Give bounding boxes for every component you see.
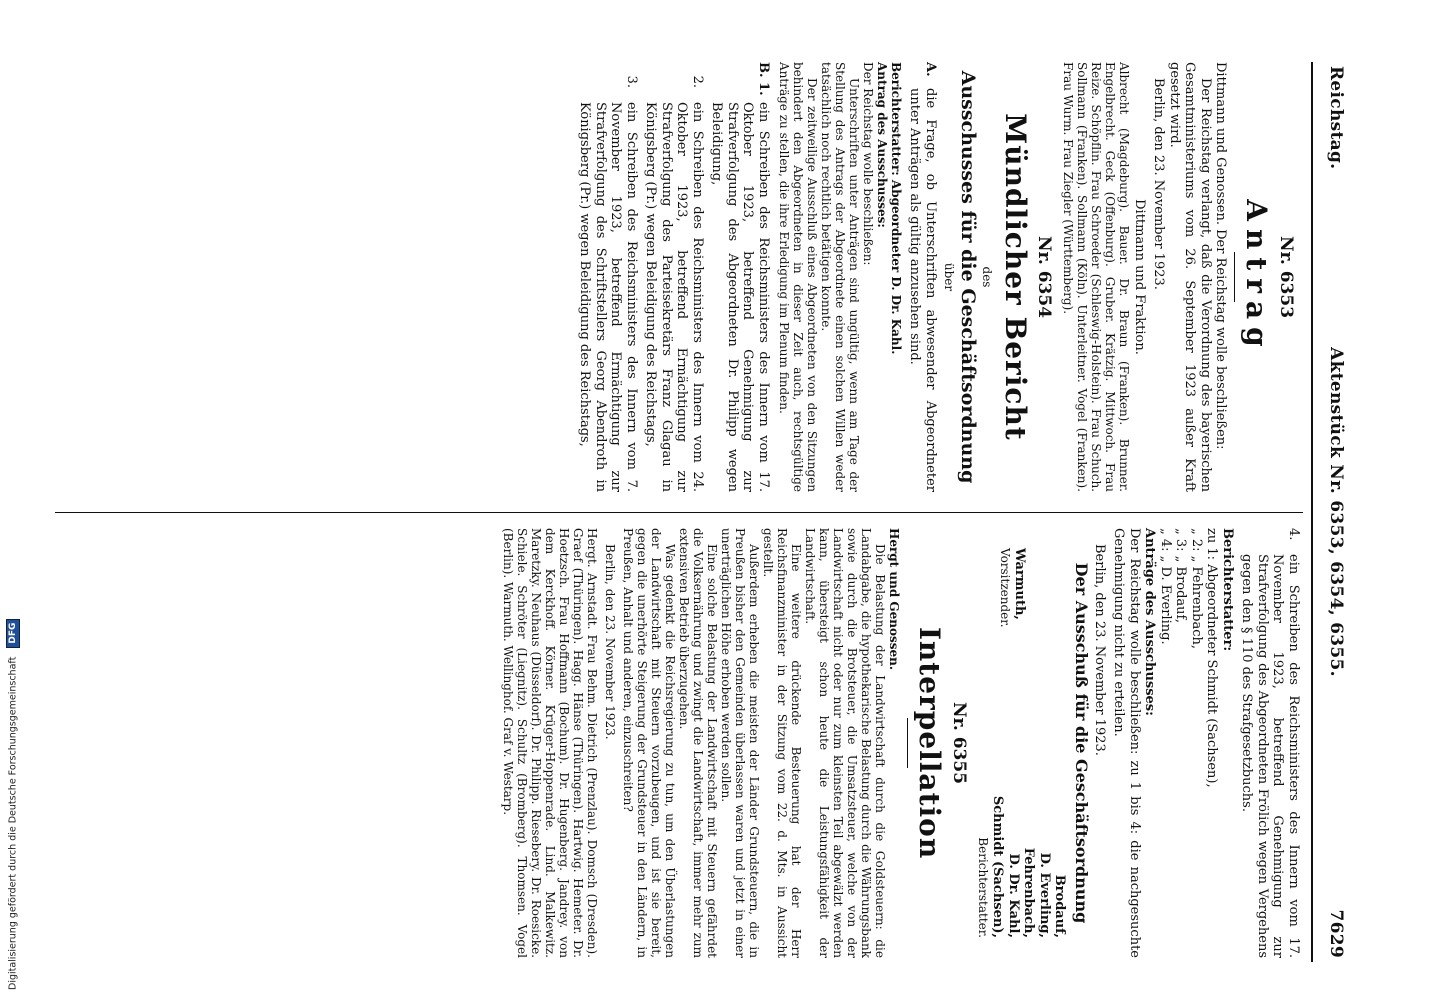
- interpellation-title: Interpellation: [913, 626, 947, 860]
- rapporteur-1: zu 1: Abgeordneter Schmidt (Sachsen),: [1204, 528, 1220, 788]
- interpellation-p4: Eine solche Belastung der Landwirtschaft mit Steuern gefährdet die Volksernährung und zwingt die Landwirtschaft, immer mehr zum extensiven Betrieb überzugehen.: [677, 528, 720, 958]
- committee-date: Berlin, den 23. November 1923.: [1092, 544, 1107, 756]
- interpellation-rule: [908, 718, 909, 768]
- item-4: [1239, 528, 1301, 958]
- item-b1-text: ein Schreiben des Reichsministers des Innern vom 17. Oktober 1923, betreffend Genehmigung zur Strafverfolgung des Abgeordneten Dr. Philipp wegen Beleidigung,: [709, 102, 771, 492]
- item-4-label: 4.: [1286, 528, 1301, 541]
- item-4-text: ein Schreiben des Reichsministers des Innern vom 17. November 1923, betreffend Genehmigung zur Strafverfolgung des Abgeordneten Frölich wegen Vergehens gegen den § 110 des Strafgesetzbuchs.: [1239, 554, 1301, 958]
- rapporteur-4: „ 4: „ D. Everling.: [1158, 528, 1173, 645]
- committee-signatures: [976, 528, 1068, 958]
- sig-rapporteur-2: D. Everling,: [1037, 852, 1052, 938]
- digitization-credit: [6, 590, 20, 990]
- bericht-title-1: Mündlicher Bericht: [999, 113, 1032, 441]
- digitization-credit-text: Digitalisierung gefördert durch die Deutsche Forschungsgemeinschaft: [7, 656, 19, 990]
- chair-name: Warmuth,: [1012, 548, 1028, 620]
- column-divider: [55, 512, 1303, 513]
- title-rule: [1235, 252, 1236, 302]
- item-b2-label: 2.: [690, 75, 705, 88]
- item-a-label: A.: [923, 62, 938, 77]
- column-left: [577, 62, 1301, 492]
- item-a: [907, 62, 938, 492]
- bericht-ueber: über: [942, 262, 956, 292]
- antrag-signature: Dittmann und Fraktion.: [1132, 199, 1147, 355]
- antrag-signatories: Albrecht (Magdeburg). Bauer. Dr. Braun (Franken). Brunner. Engelbrecht. Geck (Offenburg). Gruber. Krätzig. Mittwoch. Frau Reize. Schöpflin. Frau Schroeder (Schleswig-Holstein). Frau Schuch. Sollmann (Franken). Sollmann (Köln). Unterleitner. Vogel (Franken). Frau Wurm. Frau Ziegler (Württemberg).: [1061, 62, 1132, 492]
- item-b1: [709, 62, 771, 492]
- antrag-ausschuss-p2: Der zeitweilige Ausschluß eines Abgeordneten von den Sitzungen behindert den Abgeordneten in dieser Zeit auch, rechtsgültige Anträge zu stellen, die ihre Erledigung im Plenum finden.: [777, 62, 819, 492]
- header-aktenstueck: Aktenstück Nr. 6353, 6354, 6355.: [1326, 347, 1346, 677]
- header-rule: [1311, 62, 1313, 962]
- rapporteur-title: Berichterstatter:: [1220, 528, 1235, 652]
- header-reichstag: Reichstag.: [1326, 66, 1346, 170]
- rotated-document-page: [45, 62, 1345, 962]
- item-b3-text: ein Schreiben des Reichsministers des Innern vom 7. November 1923, betreffend Ermächtigung zur Strafverfolgung des Schriftstellers Georg Abendroth in Königsberg (Pr.) wegen Beleidigung des Reichstags,: [577, 102, 639, 492]
- antrag-intro: Dittmann und Genossen. Der Reichstag wolle beschließen:: [1213, 62, 1229, 450]
- column-right: [502, 528, 1302, 958]
- antrag-title: Antrag: [1240, 199, 1274, 355]
- sig-rapporteur-3: Fehrenbach,: [1021, 847, 1037, 938]
- heading-nr-6354: Nr. 6354: [1034, 235, 1055, 319]
- item-b3: [577, 62, 639, 492]
- rapporteur-line: Berichterstatter: Abgeordneter D. Dr. Kahl.: [889, 62, 903, 355]
- interpellation-author: Hergt und Genossen.: [887, 528, 902, 671]
- page-number: 7629: [1326, 909, 1346, 958]
- interpellation-p5: Was gedenkt die Reichsregierung zu tun, um den Überlastungen der Landwirtschaft mit Steuern vorzubeugen, und ist sie bereit, gegen die unerhörte Steigerung der Grundsteuer in den Ländern, in Preußen, Anhalt und anderen, einzuschreiten?: [621, 528, 678, 958]
- item-b2-text: ein Schreiben des Reichsministers des Innern vom 24. Oktober 1923, betreffend Ermächtigung zur Strafverfolgung des Parteisekretärs Franz Glagau in Königsberg (Pr.) wegen Beleidigung des Reichstags,: [643, 102, 705, 492]
- antrag-text: Der Reichstag verlangt, daß die Verordnung des bayerischen Gesamtministeriums vom 26. September 1923 außer Kraft gesetzt wird.: [1167, 62, 1213, 492]
- antrag-ausschuss-p1: Unterschriften unter Anträgen sind ungültig, wenn am Tage der Stellung des Antrags der Abgeordnete einen solchen Willen weder tatsächlich noch rechtlich betätigen konnte.: [819, 62, 861, 492]
- interpellation-date: Berlin, den 23. November 1923.: [603, 544, 618, 740]
- interpellation-p1: Die Belastung der Landwirtschaft durch die Goldsteuern: die Landabgabe, die hypothekarische Belastung durch die Währungsbank sowie durch die Brotsteuer, die Umsatzsteuer, welche von der Landwirtschaft nicht oder nur zum kleinsten Teil abgewälzt werden kann, übersteigt schon heute die Leistungsfähigkeit der Landwirtschaft.: [803, 528, 888, 958]
- committee-motion-title: Anträge des Ausschusses:: [1142, 528, 1158, 716]
- sig-rapporteurs-role: Berichterstatter.: [976, 837, 990, 938]
- rapporteurs-signature-block: [976, 796, 1068, 938]
- interpellation-p2: Eine weitere drückende Besteuerung hat der Herr Reichsfinanzminister in der Sitzung vom 22. d. Mts. in Aussicht gestellt.: [761, 528, 804, 958]
- interpellation-signatories: Hergt. Arnstadt. Frau Behm. Dietrich (Prenzlau). Domsch (Dresden). Graef (Thüringen). Hagg. Hänse (Thüringen). Hartwig. Hemeter. Dr. Hoetzsch. Frau Hoffmann (Bochum). Dr. Hugenberg. Jandrey. von dem Kerckhoff. Körner. Krüger-Hoppenrade. Lind. Malkewitz. Maretzky. Neuhaus (Düsseldorf). Dr. Philipp. Riesebery. Dr. Roesicke. Schiele. Schröter (Liegnitz). Schultz (Bromberg). Thomsen. Vogel (Berlin). Warmuth. Wellinghof. Graf v. Westarp.: [501, 528, 600, 958]
- chair-signature-block: [976, 548, 1068, 628]
- committee-name: Der Ausschuß für die Geschäftsordnung: [1072, 562, 1092, 924]
- dfg-logo: DFG: [6, 619, 20, 648]
- rapporteur-3: „ 3: „ Brodauf,: [1173, 528, 1189, 624]
- item-b1-label: B. 1.: [756, 62, 771, 96]
- interpellation-p3: Außerdem erheben die meisten der Länder Grundsteuern, die in Preußen bisher den Gemeinden überlassen waren und jetzt in einer unerträglichen Höhe erhoben werden sollen.: [719, 528, 762, 958]
- bericht-des: des: [980, 266, 994, 288]
- sig-rapporteur-4: D. Dr. Kahl,: [1006, 853, 1021, 938]
- heading-nr-6353: Nr. 6353: [1276, 235, 1296, 319]
- committee-motion-text: Der Reichstag wolle beschließen: zu 1 bis 4: die nachgesuchte Genehmigung nicht zu erteilen.: [1111, 528, 1142, 958]
- sig-rapporteur-5: Schmidt (Sachsen),: [990, 795, 1006, 938]
- item-b2: [643, 62, 705, 492]
- item-b3-label: 3.: [624, 75, 639, 88]
- heading-nr-6355: Nr. 6355: [949, 701, 969, 785]
- sig-rapporteur-1: Brodauf,: [1052, 874, 1068, 938]
- antrag-date: Berlin, den 23. November 1923.: [1151, 78, 1167, 290]
- bericht-title-2: Ausschusses für die Geschäftsordnung: [957, 70, 979, 484]
- antrag-ausschuss-title: Antrag des Ausschusses:: [875, 62, 889, 228]
- item-a-text: die Frage, ob Unterschriften abwesender Abgeordneter unter Anträgen als gültig anzusehen sind.: [907, 88, 938, 492]
- antrag-ausschuss-intro: Der Reichstag wolle beschließen:: [861, 62, 875, 266]
- rapporteur-2: „ 2: „ Fehrenbach,: [1189, 528, 1204, 650]
- chair-role: Vorsitzender.: [998, 548, 1012, 628]
